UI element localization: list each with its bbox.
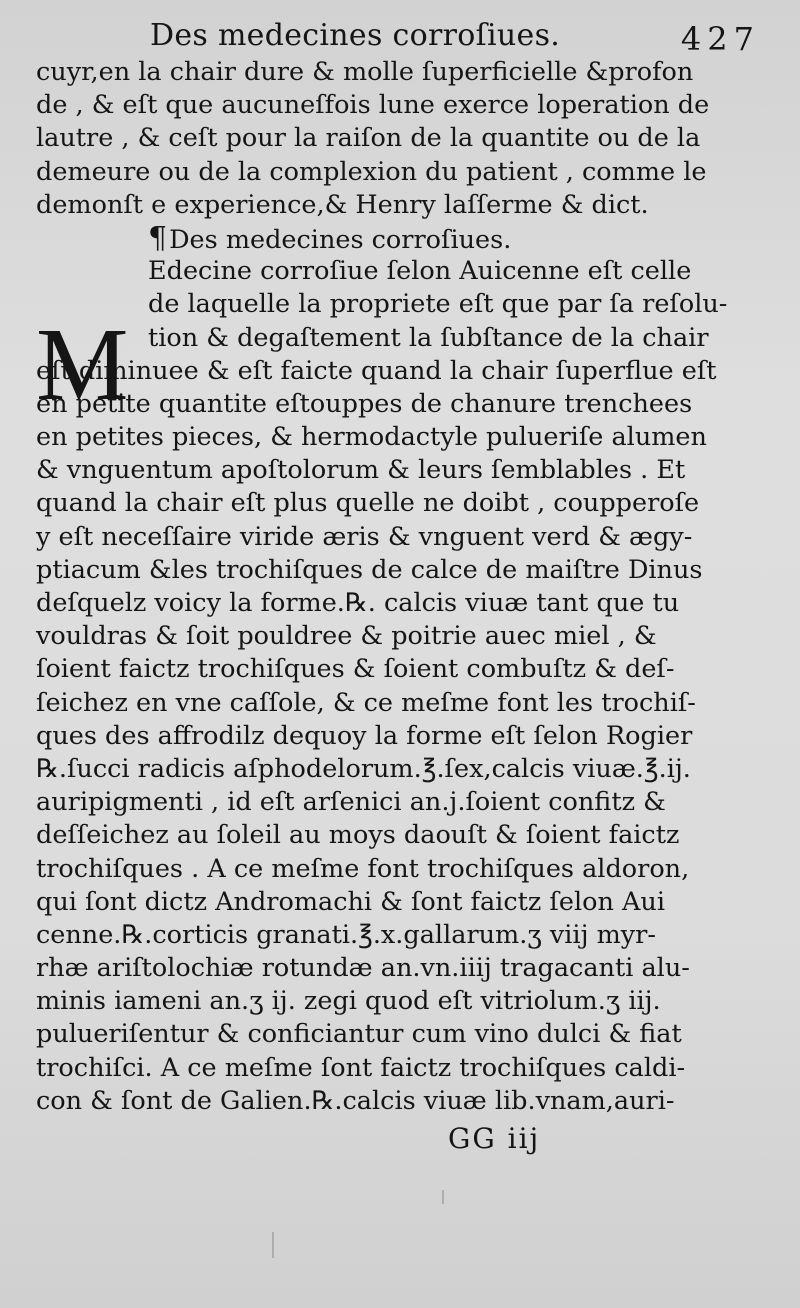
drop-capital: M xyxy=(36,307,129,422)
section-heading-text: Des medecines corroſiues. xyxy=(169,224,512,255)
text-line: trochiſques . A ce meſme font trochiſques aldoron, xyxy=(36,853,690,884)
text-line: minis iameni an.ʒ ij. zegi quod eſt vitriolum.ʒ iij. xyxy=(36,986,661,1017)
text-line: quand la chair eſt plus quelle ne doibt , coupperoſe xyxy=(36,488,700,519)
text-line: deſſeichez au ſoleil au moys daouſt & ſoient faictz xyxy=(36,820,680,851)
text-line: en petite quantite eſtouppes de chanure trenchees xyxy=(36,388,693,419)
text-line: eſt diminuee & eſt faicte quand la chair ſuperflue eſt xyxy=(36,355,717,386)
text-line: demonſt e experience,& Henry laſſerme & dict. xyxy=(36,189,649,220)
text-line: en petites pieces, & hermodactyle pulueriſe alumen xyxy=(36,422,707,453)
text-block xyxy=(36,56,728,1118)
text-line: ques des affrodilz dequoy la forme eſt ſelon Rogier xyxy=(36,720,693,751)
text-line: deſquelz voicy la forme.℞. calcis viuæ tant que tu xyxy=(36,588,680,618)
pilcrow-icon: ¶ xyxy=(148,220,168,256)
running-title: Des medecines corroſiues. xyxy=(150,18,561,53)
page-number: 427 xyxy=(680,20,760,58)
text-line: tion & degaſtement la ſubſtance de la chair xyxy=(148,322,709,353)
text-line: y eſt neceſſaire viride æris & vnguent verd & ægy- xyxy=(36,521,693,552)
text-line: cenne.℞.corticis granati.℥.x.gallarum.ʒ viij myr- xyxy=(36,919,656,950)
running-head xyxy=(150,18,760,58)
text-line: Edecine corroſiue ſelon Auicenne eſt celle xyxy=(148,256,692,287)
text-line: & vnguentum apoſtolorum & leurs ſemblables . Et xyxy=(36,455,686,486)
text-line: ſoient faictz trochiſques & ſoient combuſtz & deſ- xyxy=(36,654,675,685)
section-heading xyxy=(36,222,656,255)
text-line: ℞.ſucci radicis aſphodelorum.℥.ſex,calcis viuæ.℥.ij. xyxy=(36,753,691,784)
ink-stroke xyxy=(442,1190,444,1204)
text-line: cuyr,en la chair dure & molle ſuperficielle &profon xyxy=(36,57,694,87)
text-line: demeure ou de la complexion du patient , comme le xyxy=(36,156,707,187)
text-line: ptiacum &les trochiſques de calce de maiſtre Dinus xyxy=(36,554,703,585)
signature-mark: GG iij xyxy=(448,1122,541,1155)
text-line: qui ſont dictz Andromachi & ſont faictz ſelon Aui xyxy=(36,886,665,917)
text-line: vouldras & ſoit pouldree & poitrie auec miel , & xyxy=(36,621,657,652)
text-line: pulueriſentur & conficiantur cum vino dulci & fiat xyxy=(36,1019,682,1050)
text-line: con & ſont de Galien.℞.calcis viuæ lib.vnam,auri- xyxy=(36,1085,675,1116)
text-line: lautre , & ceſt pour la raiſon de la quantite ou de la xyxy=(36,123,701,154)
ink-stroke xyxy=(272,1232,274,1258)
text-line: ſeichez en vne caſſole, & ce meſme font les trochiſ- xyxy=(36,687,696,718)
text-line: auripigmenti , id eſt arſenici an.j.ſoient confitz & xyxy=(36,787,666,818)
text-line: rhæ ariſtolochiæ rotundæ an.vn.iiij tragacanti alu- xyxy=(36,953,690,984)
text-line: trochiſci. A ce meſme ſont faictz trochiſques caldi- xyxy=(36,1052,686,1083)
text-line: de , & eſt que aucuneſfois lune exerce loperation de xyxy=(36,90,710,121)
text-line: de laquelle la propriete eſt que par ſa reſolu- xyxy=(148,289,728,320)
